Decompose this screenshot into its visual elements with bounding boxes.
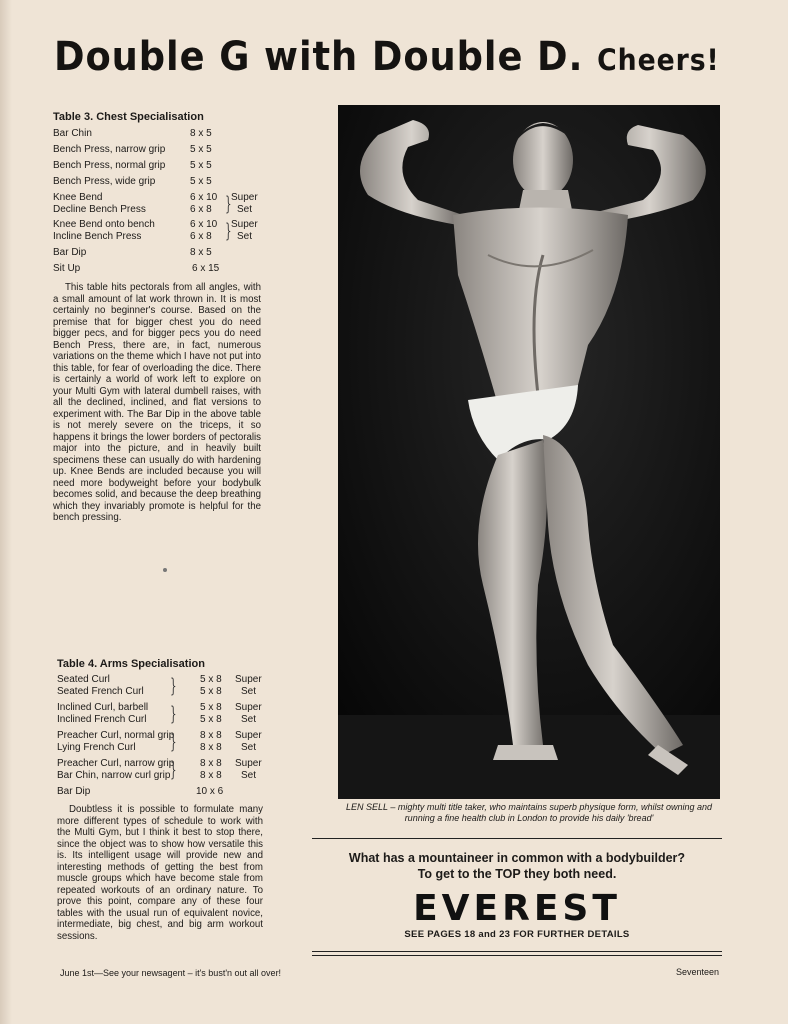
- ad-question: What has a mountaineer in common with a bodybuilder?: [348, 851, 686, 865]
- headline-small: Cheers!: [597, 43, 720, 77]
- bodybuilder-figure: [338, 105, 720, 799]
- page-edge: [0, 0, 12, 1024]
- table4-title: Table 4. Arms Specialisation: [57, 658, 205, 670]
- body-paragraph-1: This table hits pectorals from all angles, with a small amount of lat work thrown in. It is most certainly no beginner's course. Based on the premise that for bigger chest you do need bigger pecs, and for bigger pecs you do need Bench Press, there are, in fact, numerous variations on the theme which I have not put into this table, for fear of overloading the dice. There is certainly a world of work left to explore on your Multi Gym with lateral dumbell raises, with all the declined, inclined, and flat versions to experiment with. The Bar Dip in the above table is not merely severe on the triceps, it so happens it brings the lower borders of pectoralis major into the picture, and in heavily built specimens these can usually do with hardening up. Knee Bends are included because you will need more bodyweight before your bodybulk becomes solid, and because the deep breathing which they invariably promote is helpful for the bench pressing.: [53, 282, 261, 523]
- headline-main: Double G with Double D.: [54, 34, 584, 80]
- bodybuilder-photo: [338, 105, 720, 799]
- photo-caption: LEN SELL – mighty multi title taker, who maintains superb physique form, whilst owning and running a fine health club in London to provide his daily 'bread': [345, 802, 713, 823]
- superset-brace: }: [225, 218, 232, 242]
- ad-top-rule: [312, 838, 722, 839]
- ad-bottom-rule-2: [312, 955, 722, 956]
- table3-title: Table 3. Chest Specialisation: [53, 111, 204, 123]
- headline: [54, 34, 720, 84]
- footer-tagline: June 1st—See your newsagent – it's bust'n out all over!: [60, 968, 282, 978]
- page-speck: [163, 568, 167, 572]
- everest-logo: EVEREST: [413, 888, 621, 929]
- superset-brace: }: [170, 673, 177, 697]
- ad-answer: To get to the TOP they both need.: [417, 867, 617, 881]
- ad-bottom-rule: [312, 951, 722, 952]
- page-number: Seventeen: [676, 967, 720, 977]
- superset-brace: }: [225, 191, 232, 215]
- ad-details: SEE PAGES 18 and 23 FOR FURTHER DETAILS: [404, 929, 630, 940]
- superset-brace: }: [170, 729, 177, 753]
- superset-brace: }: [170, 701, 177, 725]
- superset-brace: }: [170, 757, 177, 781]
- body-paragraph-2: Doubtless it is possible to formulate many more different types of schedule to work with the Multi Gym, but I think it best to stop there, since the object was to show how versatile this is. Its intelligent usage will provide new and interesting methods of getting the best from muscle groups which have become stale from repeated workouts of an ordinary nature. To prove this point, compare any of these four tables with the usual run of equivalent novice, intermediate, big chest, and big arm workout sessions.: [57, 804, 263, 942]
